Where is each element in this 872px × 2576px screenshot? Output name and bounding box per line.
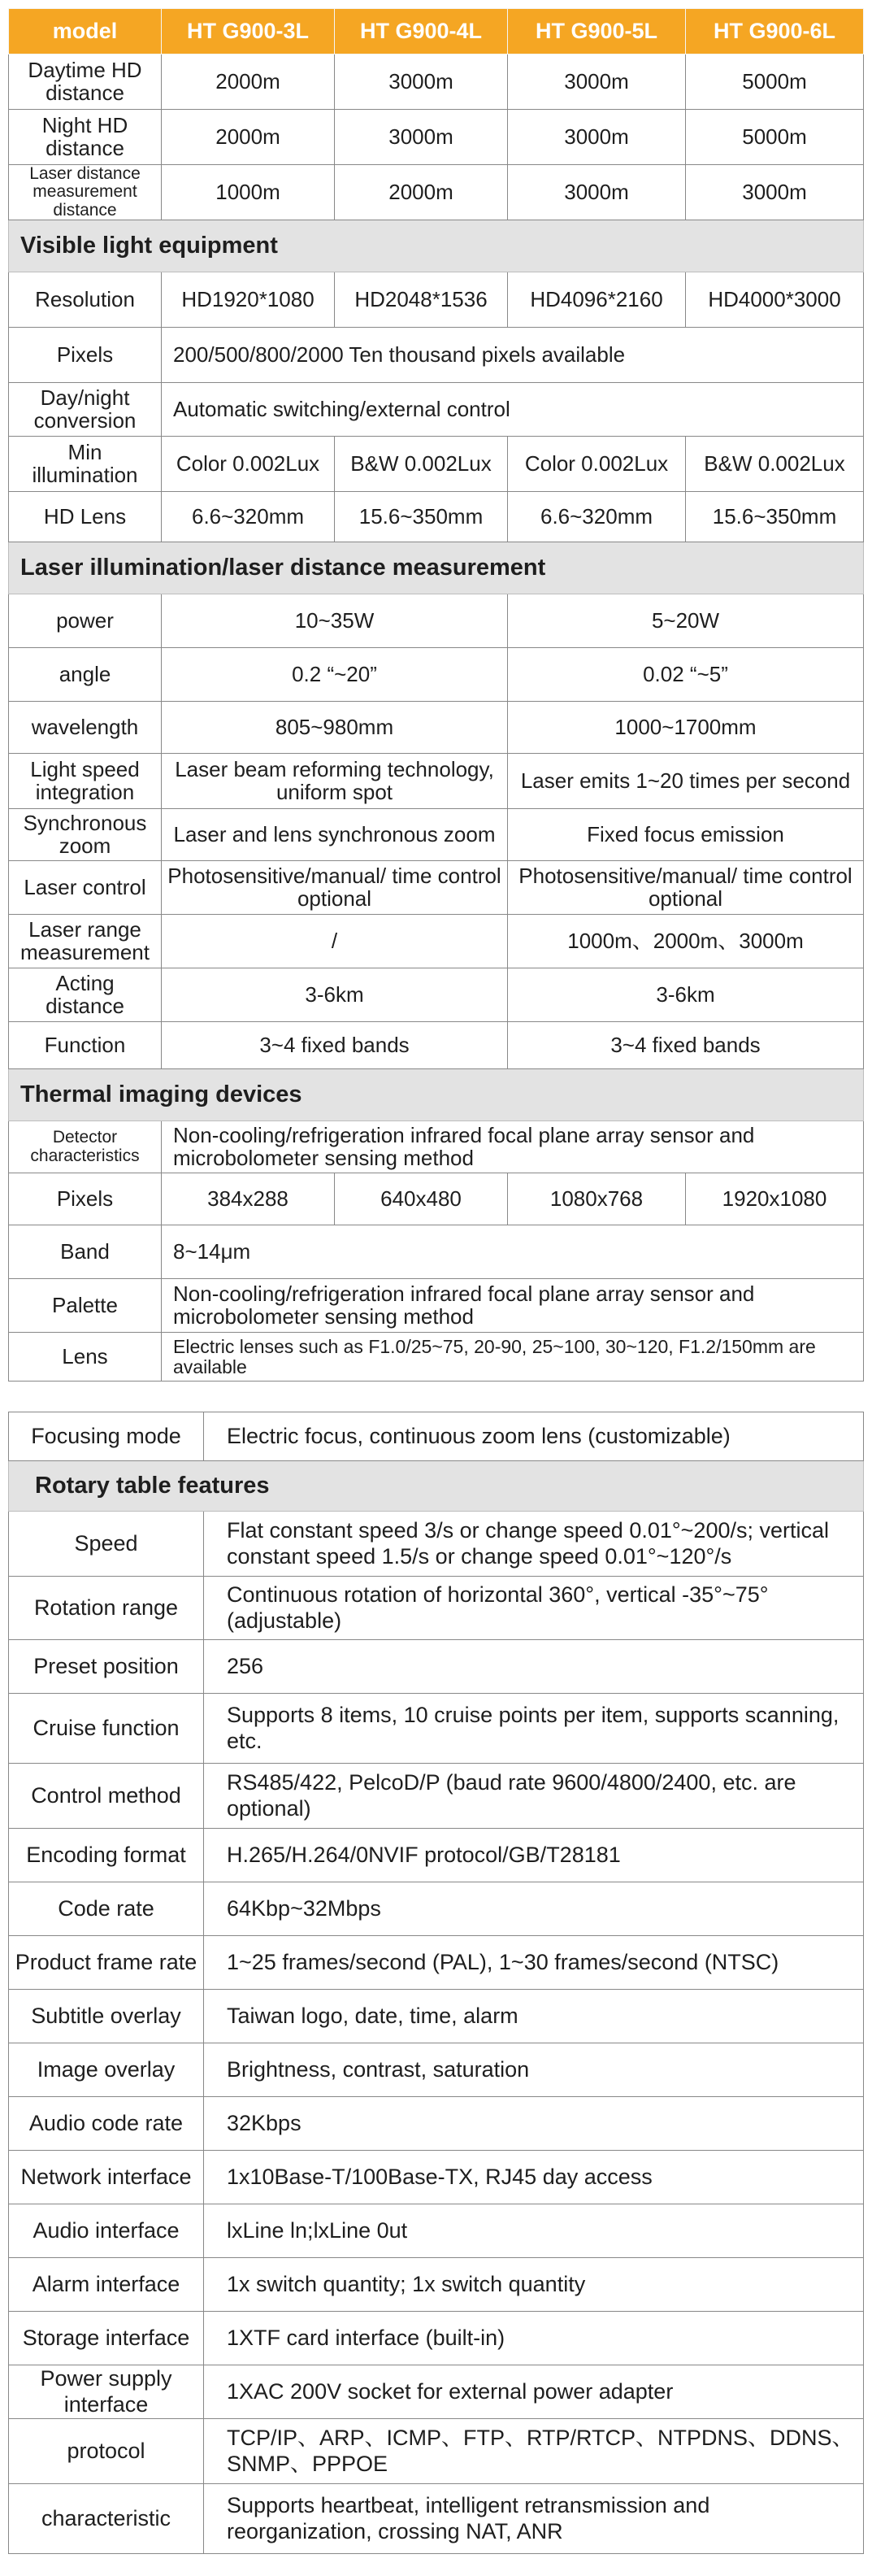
cell: 3000m (508, 110, 686, 165)
table-row (9, 1121, 864, 1173)
table-row (9, 2419, 864, 2484)
cell: 1080x768 (508, 1173, 686, 1225)
cell: B&W 0.002Lux (686, 437, 864, 492)
table-row (9, 1512, 864, 1577)
table-row (9, 648, 864, 702)
cell: 3-6km (162, 968, 508, 1022)
table-row (9, 1333, 864, 1382)
cell: Continuous rotation of horizontal 360°, vertical -35°~75° (adjustable) (204, 1577, 864, 1640)
cell: Supports heartbeat, intelligent retransmission and reorganization, crossing NAT, ANR (204, 2484, 864, 2554)
cell: 3~4 fixed bands (162, 1022, 508, 1069)
cell: 1000m、2000m、3000m (508, 915, 864, 968)
table-row (9, 165, 864, 220)
header-model-3l: HT G900-3L (162, 9, 335, 54)
table-row (9, 2151, 864, 2204)
section-title: Thermal imaging devices (9, 1069, 864, 1121)
cell: Non-cooling/refrigeration infrared focal plane array sensor and microbolometer sensing method (162, 1121, 864, 1173)
cell: 256 (204, 1640, 864, 1694)
cell: 2000m (162, 110, 335, 165)
row-label: Speed (9, 1512, 204, 1577)
table-row (9, 328, 864, 383)
cell: Color 0.002Lux (508, 437, 686, 492)
row-label: Control method (9, 1764, 204, 1829)
table-row (9, 2365, 864, 2419)
cell: 64Kbp~32Mbps (204, 1882, 864, 1936)
cell: 384x288 (162, 1173, 335, 1225)
cell: 15.6~350mm (335, 492, 508, 542)
header-model-6l: HT G900-6L (686, 9, 864, 54)
cell: 1000~1700mm (508, 702, 864, 754)
table-row (9, 968, 864, 1022)
table-row (9, 1577, 864, 1640)
row-label: Detector characteristics (9, 1121, 162, 1173)
cell: 0.02 “~5” (508, 648, 864, 702)
cell: RS485/422, PelcoD/P (baud rate 9600/4800/2400, etc. are optional) (204, 1764, 864, 1829)
row-label: Code rate (9, 1882, 204, 1936)
table-row (9, 437, 864, 492)
spec-table (8, 8, 864, 1382)
cell: 0.2 “~20” (162, 648, 508, 702)
row-label: power (9, 594, 162, 648)
row-label: Audio interface (9, 2204, 204, 2258)
row-label: Daytime HD distance (9, 54, 162, 110)
cell: 6.6~320mm (162, 492, 335, 542)
row-label: Palette (9, 1279, 162, 1333)
cell: HD4096*2160 (508, 272, 686, 328)
cell: 3~4 fixed bands (508, 1022, 864, 1069)
row-label: characteristic (9, 2484, 204, 2554)
row-label: Alarm interface (9, 2258, 204, 2312)
cell: 1XAC 200V socket for external power adapter (204, 2365, 864, 2419)
cell: Flat constant speed 3/s or change speed 0.01°~200/s; vertical constant speed 1.5/s or change speed 0.01°~120°/s (204, 1512, 864, 1577)
row-label: Function (9, 1022, 162, 1069)
table-row (9, 1022, 864, 1069)
row-label: Night HD distance (9, 110, 162, 165)
row-label: Power supply interface (9, 2365, 204, 2419)
row-label: Storage interface (9, 2312, 204, 2365)
cell: 32Kbps (204, 2097, 864, 2151)
row-label: Resolution (9, 272, 162, 328)
row-label: Subtitle overlay (9, 1990, 204, 2043)
table-row (9, 383, 864, 437)
cell: 5000m (686, 54, 864, 110)
row-label: protocol (9, 2419, 204, 2484)
row-label: Cruise function (9, 1694, 204, 1764)
cell: 2000m (335, 165, 508, 220)
cell: 1920x1080 (686, 1173, 864, 1225)
section-title: Laser illumination/laser distance measurement (9, 542, 864, 594)
table-row (9, 1640, 864, 1694)
row-label: Day/night conversion (9, 383, 162, 437)
row-label: Audio code rate (9, 2097, 204, 2151)
row-label: Min illumination (9, 437, 162, 492)
row-label: Laser distance measurement distance (9, 165, 162, 220)
row-label: Focusing mode (9, 1412, 204, 1461)
cell: 5000m (686, 110, 864, 165)
table-row (9, 754, 864, 809)
row-label: Image overlay (9, 2043, 204, 2097)
row-label: Product frame rate (9, 1936, 204, 1990)
row-label: angle (9, 648, 162, 702)
cell: 2000m (162, 54, 335, 110)
cell: 1x10Base-T/100Base-TX, RJ45 day access (204, 2151, 864, 2204)
cell: Laser emits 1~20 times per second (508, 754, 864, 809)
row-label: HD Lens (9, 492, 162, 542)
table-row (9, 594, 864, 648)
table-row (9, 2097, 864, 2151)
header-model-5l: HT G900-5L (508, 9, 686, 54)
table-row (9, 1936, 864, 1990)
table-row (9, 809, 864, 861)
cell: HD2048*1536 (335, 272, 508, 328)
cell: 3000m (686, 165, 864, 220)
table-row (9, 2204, 864, 2258)
cell: 640x480 (335, 1173, 508, 1225)
table-row (9, 492, 864, 542)
cell: 15.6~350mm (686, 492, 864, 542)
row-label: Light speed integration (9, 754, 162, 809)
cell: 3000m (508, 165, 686, 220)
cell: 6.6~320mm (508, 492, 686, 542)
section-header (9, 220, 864, 272)
cell: / (162, 915, 508, 968)
cell: 1x switch quantity; 1x switch quantity (204, 2258, 864, 2312)
section-header (9, 542, 864, 594)
row-label: Preset position (9, 1640, 204, 1694)
table-row (9, 2258, 864, 2312)
cell: 8~14μm (162, 1225, 864, 1279)
cell: Photosensitive/manual/ time control optional (162, 861, 508, 915)
cell: Non-cooling/refrigeration infrared focal plane array sensor and microbolometer sensing method (162, 1279, 864, 1333)
table-row (9, 1225, 864, 1279)
cell: lxLine ln;lxLine 0ut (204, 2204, 864, 2258)
cell: 3000m (508, 54, 686, 110)
cell: 805~980mm (162, 702, 508, 754)
cell: H.265/H.264/0NVIF protocol/GB/T28181 (204, 1829, 864, 1882)
cell: Electric lenses such as F1.0/25~75, 20-90, 25~100, 30~120, F1.2/150mm are available (162, 1333, 864, 1382)
table-row (9, 1694, 864, 1764)
cell: Photosensitive/manual/ time control optional (508, 861, 864, 915)
cell: Supports 8 items, 10 cruise points per item, supports scanning, etc. (204, 1694, 864, 1764)
section-title: Rotary table features (9, 1461, 864, 1512)
table-row (9, 2043, 864, 2097)
header-model-4l: HT G900-4L (335, 9, 508, 54)
cell: 1XTF card interface (built-in) (204, 2312, 864, 2365)
cell: Laser beam reforming technology, uniform spot (162, 754, 508, 809)
table-row (9, 272, 864, 328)
table-row (9, 1412, 864, 1461)
cell: 3000m (335, 54, 508, 110)
cell: 1~25 frames/second (PAL), 1~30 frames/second (NTSC) (204, 1936, 864, 1990)
cell: B&W 0.002Lux (335, 437, 508, 492)
row-label: wavelength (9, 702, 162, 754)
cell: 10~35W (162, 594, 508, 648)
cell: Brightness, contrast, saturation (204, 2043, 864, 2097)
table-row (9, 2484, 864, 2554)
cell: 5~20W (508, 594, 864, 648)
section-header (9, 1069, 864, 1121)
cell: 1000m (162, 165, 335, 220)
cell: TCP/IP、ARP、ICMP、FTP、RTP/RTCP、NTPDNS、DDNS、SNMP、PPPOE (204, 2419, 864, 2484)
row-label: Encoding format (9, 1829, 204, 1882)
cell: Color 0.002Lux (162, 437, 335, 492)
row-label: Pixels (9, 328, 162, 383)
row-label: Network interface (9, 2151, 204, 2204)
table-row (9, 110, 864, 165)
row-label: Synchronous zoom (9, 809, 162, 861)
cell: Automatic switching/external control (162, 383, 864, 437)
cell: 200/500/800/2000 Ten thousand pixels available (162, 328, 864, 383)
table-row (9, 1764, 864, 1829)
cell: HD4000*3000 (686, 272, 864, 328)
cell: HD1920*1080 (162, 272, 335, 328)
table-row (9, 702, 864, 754)
row-label: Laser control (9, 861, 162, 915)
table-row (9, 1279, 864, 1333)
row-label: Rotation range (9, 1577, 204, 1640)
table-row (9, 1173, 864, 1225)
table-row (9, 54, 864, 110)
row-label: Lens (9, 1333, 162, 1382)
section-title: Visible light equipment (9, 220, 864, 272)
table-row (9, 861, 864, 915)
header-model: model (9, 9, 162, 54)
cell: 3000m (335, 110, 508, 165)
cell: 3-6km (508, 968, 864, 1022)
table-row (9, 1829, 864, 1882)
table-row (9, 1882, 864, 1936)
table-row (9, 2312, 864, 2365)
cell: Taiwan logo, date, time, alarm (204, 1990, 864, 2043)
row-label: Laser range measurement (9, 915, 162, 968)
row-label: Acting distance (9, 968, 162, 1022)
section-header (9, 1461, 864, 1512)
table-row (9, 915, 864, 968)
cell: Laser and lens synchronous zoom (162, 809, 508, 861)
cell: Electric focus, continuous zoom lens (customizable) (204, 1412, 864, 1461)
rotary-table (8, 1412, 864, 2554)
table-row (9, 1990, 864, 2043)
table-header-row (9, 9, 864, 54)
row-label: Pixels (9, 1173, 162, 1225)
row-label: Band (9, 1225, 162, 1279)
cell: Fixed focus emission (508, 809, 864, 861)
